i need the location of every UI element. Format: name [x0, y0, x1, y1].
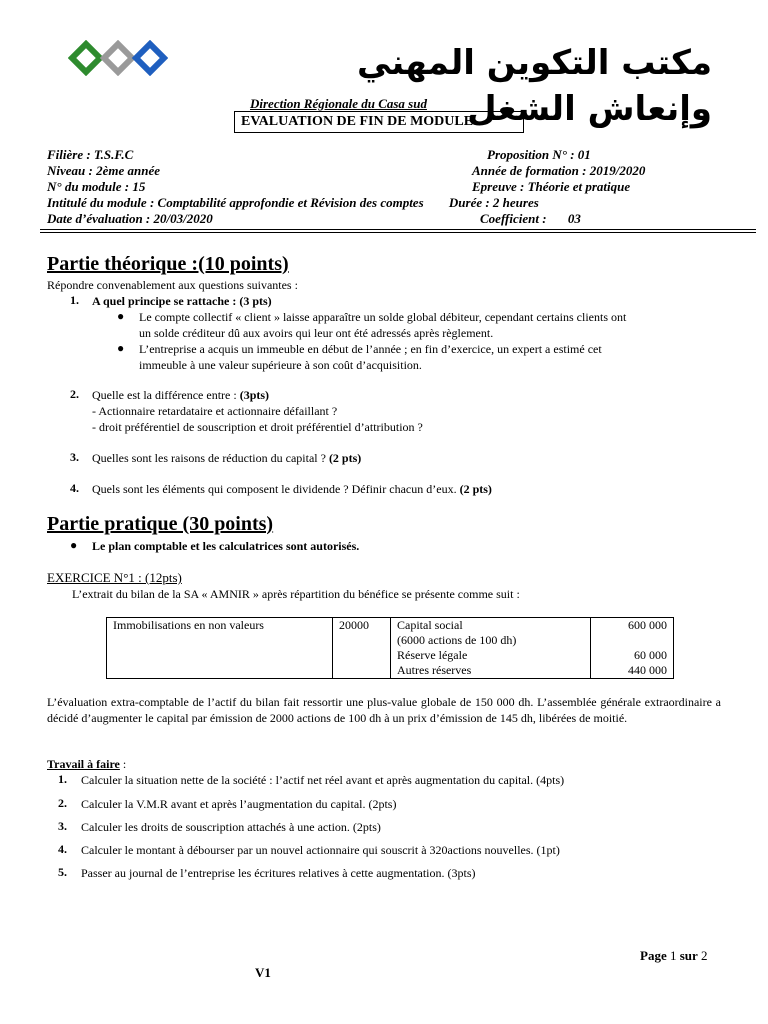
- task-text: Calculer les droits de souscription attachés à une action. (2pts): [81, 820, 381, 834]
- autres-reserves-label: Autres réserves: [397, 663, 472, 677]
- logo-icon: [68, 40, 168, 76]
- task-text: Calculer la V.M.R avant et après l’augmentation du capital. (2pts): [81, 797, 397, 811]
- version-label: V1: [255, 965, 271, 980]
- pratique-note: Le plan comptable et les calculatrices sont autorisés.: [92, 539, 360, 553]
- passif-values: [591, 618, 674, 679]
- q3-question: Quelles sont les raisons de réduction du capital ?: [92, 451, 326, 465]
- q4-points: (2 pts): [459, 482, 492, 496]
- section-pratique-title: Partie pratique (30 points): [47, 513, 274, 535]
- bilan-table: [106, 617, 674, 679]
- page-total: 2: [701, 948, 708, 963]
- q1-bullet2-line2: immeuble à une valeur supérieure à son coût d’acquisition.: [139, 358, 422, 372]
- exercice-intro: L’extrait du bilan de la SA « AMNIR » après répartition du bénéfice se présente comme suit :: [72, 587, 520, 601]
- evaluation-title: EVALUATION DE FIN DE MODULE: [234, 111, 524, 133]
- table-row: [107, 618, 674, 679]
- q2-number: 2.: [70, 387, 79, 401]
- task-number: 4.: [58, 842, 67, 856]
- q2-line1: - Actionnaire retardataire et actionnaire défaillant ?: [92, 404, 338, 418]
- module-title: [47, 195, 539, 211]
- annee-formation: Année de formation : 2019/2020: [472, 163, 646, 178]
- task-number: 2.: [58, 796, 67, 810]
- ofppt-logo: [68, 40, 168, 76]
- q4-number: 4.: [70, 481, 79, 495]
- reserve-legale-value: 60 000: [634, 648, 667, 662]
- actif-label: Immobilisations en non valeurs: [107, 618, 333, 679]
- sur-word: sur: [679, 948, 698, 963]
- q2-question: Quelle est la différence entre :: [92, 388, 237, 402]
- page-number: 1: [669, 948, 677, 963]
- actif-value: 20000: [333, 618, 391, 679]
- q3-points: (2 pts): [328, 451, 362, 465]
- capital-label: Capital social: [397, 618, 463, 632]
- meta-left: [47, 147, 539, 227]
- bullet-icon: ●: [117, 309, 125, 323]
- capital-value: 600 000: [628, 618, 667, 632]
- page-word: Page: [640, 948, 667, 963]
- eval-date: Date d’évaluation : 20/03/2020: [47, 211, 213, 226]
- task-text: Calculer le montant à débourser par un nouvel actionnaire qui souscrit à 320actions nouvelles. (1pt): [81, 843, 560, 857]
- q2-points: (3pts): [239, 388, 270, 402]
- divider-top-2: [40, 232, 756, 233]
- capital-detail: (6000 actions de 100 dh): [397, 633, 517, 647]
- autres-reserves-value: 440 000: [628, 663, 667, 677]
- task-number: 1.: [58, 772, 67, 786]
- institution-title: مكتب التكوين المهني وإنعاش الشغل: [356, 43, 712, 129]
- q2-text: [92, 387, 269, 403]
- q2-line2: - droit préférentiel de souscription et droit préférentiel d’attribution ?: [92, 420, 423, 434]
- q1-text: A quel principe se rattache : (3 pts): [92, 294, 272, 308]
- section-theorie-title: Partie théorique :(10 points): [47, 253, 289, 275]
- filiere: Filière : T.S.F.C: [47, 147, 134, 162]
- travail-colon: :: [119, 757, 127, 771]
- theorie-intro: Répondre convenablement aux questions suivantes :: [47, 278, 298, 292]
- intitule: Intitulé du module : Comptabilité approfondie et Révision des comptes: [47, 195, 424, 210]
- task-text: Calculer la situation nette de la société : l’actif net réel avant et après augmentation du capital. (4pts): [81, 773, 565, 787]
- coefficient-value: 03: [567, 211, 581, 226]
- duree: Durée : 2 heures: [448, 195, 539, 210]
- q1-bullet1-line2: un solde créditeur dû aux avoirs qui leur ont été adressés après règlement.: [139, 326, 494, 340]
- module-number: N° du module : 15: [47, 179, 146, 194]
- q1-number: 1.: [70, 293, 79, 307]
- q3-number: 3.: [70, 450, 79, 464]
- direction-title: Direction Régionale du Casa sud: [250, 96, 427, 111]
- niveau: Niveau : 2ème année: [47, 163, 161, 178]
- epreuve: Epreuve : Théorie et pratique: [472, 179, 631, 194]
- exercice-title: EXERCICE N°1 : (12pts): [47, 570, 182, 585]
- q1-bullet2-line1: L’entreprise a acquis un immeuble en début de l’année ; en fin d’exercice, un expert a estimé cet: [139, 342, 602, 356]
- bullet-icon: ●: [117, 341, 125, 355]
- proposition: Proposition N° : 01: [487, 147, 591, 162]
- divider-top: [40, 229, 756, 230]
- page-indicator: [640, 948, 708, 964]
- task-number: 5.: [58, 865, 67, 879]
- reserve-legale-label: Réserve légale: [397, 648, 468, 662]
- exercice-paragraph: L’évaluation extra-comptable de l’actif du bilan fait ressortir une plus-value globale de 150 000 dh. L’assemblée générale extraordinaire a décidé d’augmenter le capital par émission de 2000 actions de 100 dh à un prix d’émission de 145 dh, libérées de moitié.: [47, 695, 721, 725]
- coefficient: [480, 211, 581, 227]
- q4-text: [92, 481, 492, 497]
- task-text: Passer au journal de l’entreprise les écritures relatives à cette augmentation. (3pts): [81, 866, 476, 880]
- coefficient-label: Coefficient :: [480, 211, 547, 226]
- task-number: 3.: [58, 819, 67, 833]
- q1-bullet1-line1: Le compte collectif « client » laisse apparaître un solde global débiteur, cependant certains clients ont: [139, 310, 627, 324]
- travail-heading: [47, 756, 126, 772]
- passif-labels: [391, 618, 591, 679]
- travail-title: Travail à faire: [47, 757, 120, 771]
- q4-question: Quels sont les éléments qui composent le dividende ? Définir chacun d’eux.: [92, 482, 457, 496]
- bullet-icon: ●: [70, 538, 78, 552]
- q3-text: [92, 450, 361, 466]
